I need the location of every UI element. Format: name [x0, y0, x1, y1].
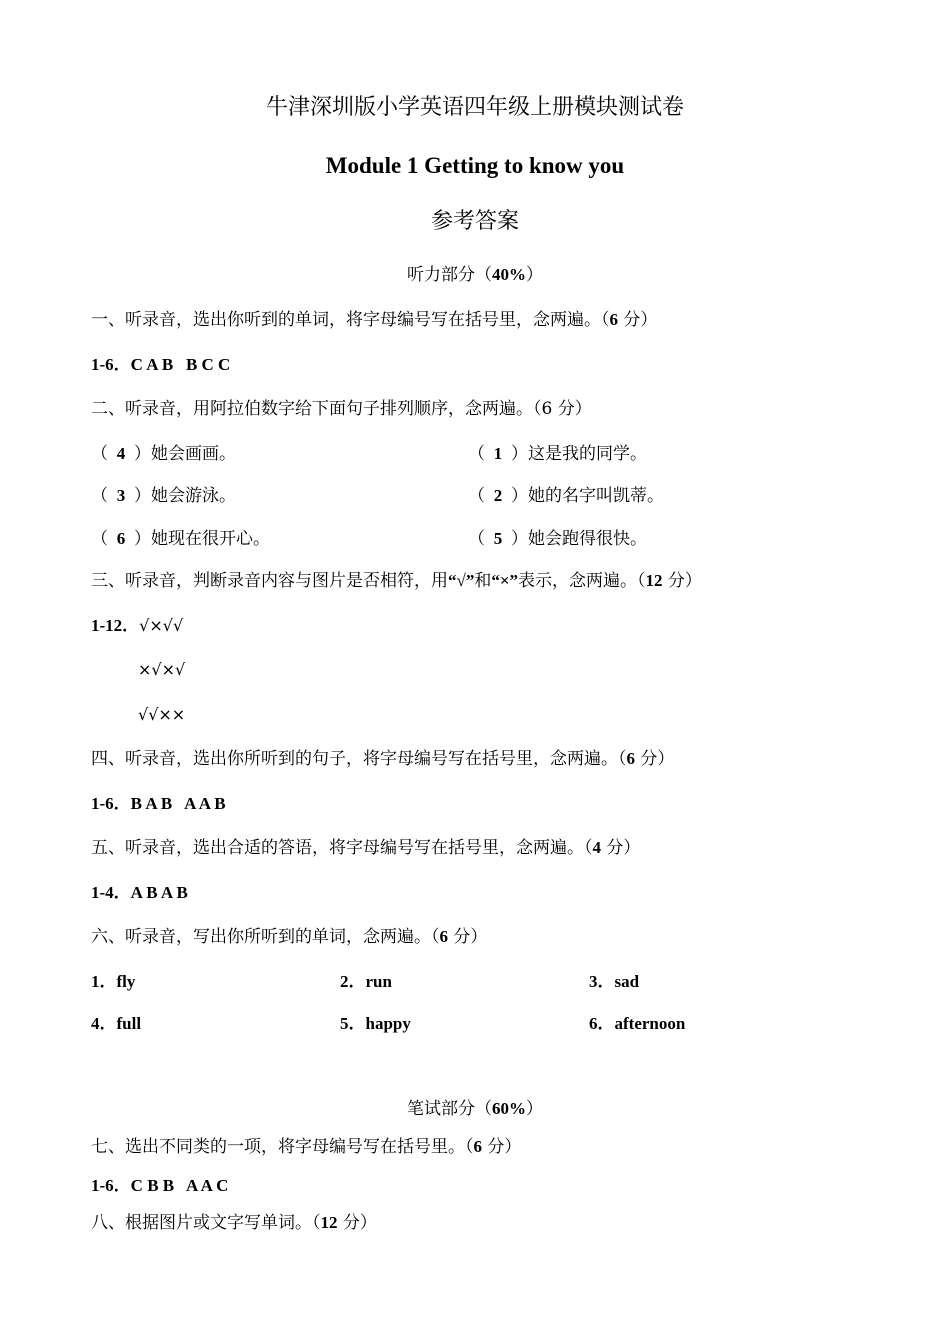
- question-1-answer: 1-6．C A B B C C: [91, 355, 231, 374]
- question-2-instruction: 二、听录音，用阿拉伯数字给下面句子排列顺序，念两遍。（6 分）: [91, 399, 592, 419]
- question-1-instruction: 一、听录音，选出你听到的单词，将字母编号写在括号里，念两遍。（6 分）: [91, 310, 658, 330]
- q2-item: （ 2 ）她的名字叫凯蒂。: [468, 486, 664, 506]
- question-5-instruction: 五、听录音，选出合适的答语，将字母编号写在括号里，念两遍。（4 分）: [91, 838, 641, 858]
- q2-item: （ 6 ）她现在很开心。: [91, 529, 270, 549]
- question-5-answer: 1-4．A B A B: [91, 883, 188, 902]
- q6-word: 4．full: [91, 1014, 142, 1033]
- q6-word: 6．afternoon: [589, 1014, 686, 1033]
- question-3-answer: 1-12．√×√√: [91, 616, 184, 635]
- q2-item: （ 4 ）她会画画。: [91, 444, 236, 464]
- question-3-instruction: 三、听录音，判断录音内容与图片是否相符，用“√”和“×”表示，念两遍。（12 分）: [91, 571, 702, 591]
- question-7-instruction: 七、选出不同类的一项，将字母编号写在括号里。（6 分）: [91, 1137, 522, 1157]
- listening-section-heading: 听力部分（40%）: [407, 265, 543, 285]
- q2-item: （ 3 ）她会游泳。: [91, 486, 236, 506]
- written-section-heading: 笔试部分（60%）: [407, 1099, 543, 1119]
- answer-key-subtitle: 参考答案: [430, 209, 519, 234]
- q2-item: （ 5 ）她会跑得很快。: [468, 529, 647, 549]
- question-8-instruction: 八、根据图片或文字写单词。（12 分）: [91, 1213, 377, 1233]
- question-3-answer-row: √√××: [138, 705, 186, 724]
- module-title: Module 1 Getting to know you: [325, 153, 625, 178]
- question-7-answer: 1-6．C B B A A C: [91, 1176, 229, 1195]
- q6-word: 1．fly: [91, 972, 136, 991]
- q6-word: 5．happy: [340, 1014, 411, 1033]
- document-title: 牛津深圳版小学英语四年级上册模块测试卷: [265, 95, 684, 120]
- q2-item: （ 1 ）这是我的同学。: [468, 444, 647, 464]
- question-3-answer-row: ×√×√: [138, 660, 186, 679]
- question-4-answer: 1-6．B A B A A B: [91, 794, 226, 813]
- q6-word: 2．run: [340, 972, 392, 991]
- question-6-instruction: 六、听录音，写出你所听到的单词，念两遍。（6 分）: [91, 927, 488, 947]
- question-4-instruction: 四、听录音，选出你所听到的句子，将字母编号写在括号里，念两遍。（6 分）: [91, 749, 675, 769]
- q6-word: 3．sad: [589, 972, 640, 991]
